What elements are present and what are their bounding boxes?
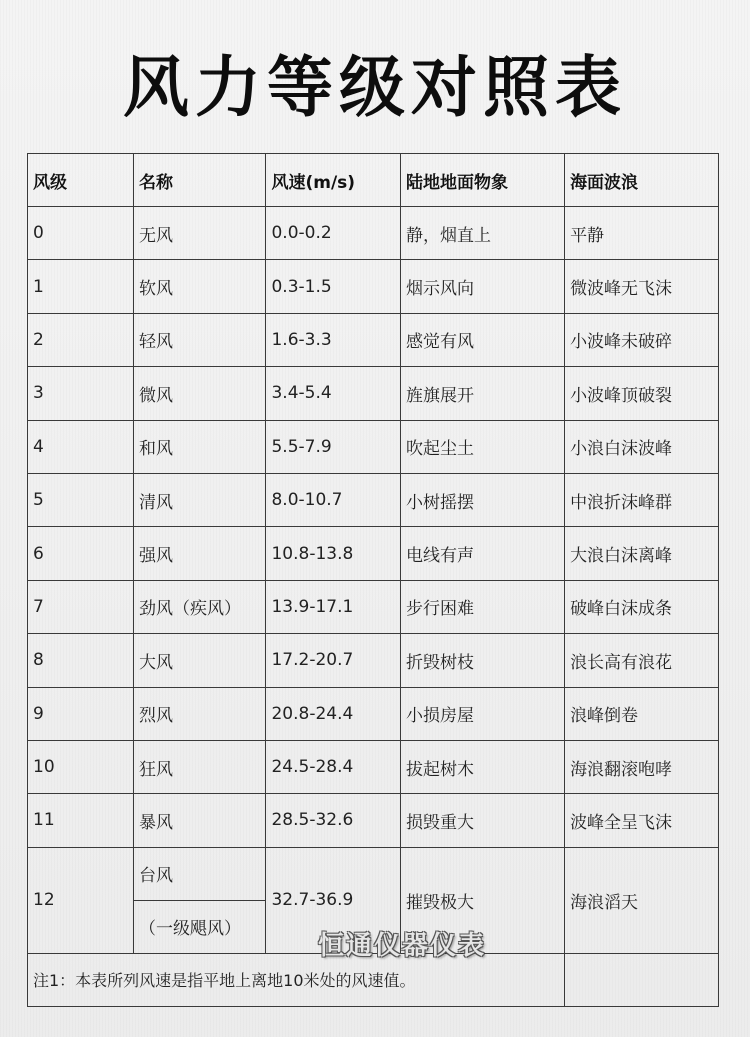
- cell-speed: 32.7-36.9: [266, 847, 401, 953]
- cell-land: 旌旗展开: [400, 367, 564, 420]
- cell-name: 狂风: [133, 740, 265, 793]
- cell-speed: 3.4-5.4: [266, 367, 401, 420]
- cell-level: 5: [28, 473, 134, 526]
- header-sea: 海面波浪: [565, 154, 719, 207]
- table-row: [28, 207, 719, 260]
- cell-land: 烟示风向: [400, 260, 564, 313]
- cell-level: 8: [28, 634, 134, 687]
- cell-level: 0: [28, 207, 134, 260]
- cell-sea: 海浪滔天: [565, 847, 719, 953]
- cell-sea: 浪长高有浪花: [565, 634, 719, 687]
- header-speed: 风速(m/s): [266, 154, 401, 207]
- cell-name: 微风: [133, 367, 265, 420]
- cell-sea: 微波峰无飞沫: [565, 260, 719, 313]
- header-land: 陆地地面物象: [400, 154, 564, 207]
- table-row: [28, 687, 719, 740]
- cell-level: 4: [28, 420, 134, 473]
- cell-sea: 波峰全呈飞沫: [565, 794, 719, 847]
- cell-land: 折毁树枝: [400, 634, 564, 687]
- cell-level: 12: [28, 847, 134, 953]
- cell-speed: 13.9-17.1: [266, 580, 401, 633]
- cell-sea: 海浪翻滚咆哮: [565, 740, 719, 793]
- cell-sea: 小波峰未破碎: [565, 313, 719, 366]
- header-level: 风级: [28, 154, 134, 207]
- header-name: 名称: [133, 154, 265, 207]
- cell-speed: 17.2-20.7: [266, 634, 401, 687]
- cell-level: 7: [28, 580, 134, 633]
- cell-name-hurricane: （一级飓风）: [133, 900, 265, 953]
- table-row: [28, 794, 719, 847]
- cell-land: 小树摇摆: [400, 473, 564, 526]
- cell-name: 强风: [133, 527, 265, 580]
- cell-speed: 0.3-1.5: [266, 260, 401, 313]
- cell-land: 感觉有风: [400, 313, 564, 366]
- cell-speed: 0.0-0.2: [266, 207, 401, 260]
- cell-name: 轻风: [133, 313, 265, 366]
- table-row: [28, 527, 719, 580]
- cell-level: 9: [28, 687, 134, 740]
- table-row: [28, 473, 719, 526]
- cell-speed: 10.8-13.8: [266, 527, 401, 580]
- cell-land: 电线有声: [400, 527, 564, 580]
- cell-level: 6: [28, 527, 134, 580]
- cell-level: 10: [28, 740, 134, 793]
- cell-level: 3: [28, 367, 134, 420]
- cell-speed: 24.5-28.4: [266, 740, 401, 793]
- table-note: 注1：本表所列风速是指平地上离地10米处的风速值。: [28, 953, 565, 1006]
- cell-name: 暴风: [133, 794, 265, 847]
- cell-level: 2: [28, 313, 134, 366]
- page-title: 风力等级对照表: [123, 49, 627, 126]
- cell-sea: 破峰白沫成条: [565, 580, 719, 633]
- table-row-typhoon: [28, 847, 719, 900]
- cell-name: 劲风（疾风）: [133, 580, 265, 633]
- cell-speed: 8.0-10.7: [266, 473, 401, 526]
- wind-scale-table: [27, 153, 719, 1007]
- cell-speed: 20.8-24.4: [266, 687, 401, 740]
- cell-land: 步行困难: [400, 580, 564, 633]
- table-row: [28, 260, 719, 313]
- table-row: [28, 740, 719, 793]
- cell-sea: 中浪折沫峰群: [565, 473, 719, 526]
- cell-name: 大风: [133, 634, 265, 687]
- cell-speed: 1.6-3.3: [266, 313, 401, 366]
- table-row: [28, 367, 719, 420]
- table-row: [28, 420, 719, 473]
- cell-land: 小损房屋: [400, 687, 564, 740]
- table-header-row: [28, 154, 719, 207]
- cell-land: 拔起树木: [400, 740, 564, 793]
- cell-speed: 28.5-32.6: [266, 794, 401, 847]
- cell-sea: 小浪白沫波峰: [565, 420, 719, 473]
- cell-land: 损毁重大: [400, 794, 564, 847]
- cell-sea: 小波峰顶破裂: [565, 367, 719, 420]
- cell-name-typhoon: 台风: [133, 847, 265, 900]
- cell-sea: 大浪白沫离峰: [565, 527, 719, 580]
- note-empty-cell: [565, 953, 719, 1006]
- cell-sea: 浪峰倒卷: [565, 687, 719, 740]
- cell-name: 烈风: [133, 687, 265, 740]
- cell-speed: 5.5-7.9: [266, 420, 401, 473]
- table-row: [28, 634, 719, 687]
- cell-land: 吹起尘土: [400, 420, 564, 473]
- cell-name: 和风: [133, 420, 265, 473]
- cell-name: 清风: [133, 473, 265, 526]
- cell-land: 静，烟直上: [400, 207, 564, 260]
- table-row: [28, 580, 719, 633]
- table-row: [28, 313, 719, 366]
- cell-land: 摧毁极大: [400, 847, 564, 953]
- cell-sea: 平静: [565, 207, 719, 260]
- cell-level: 11: [28, 794, 134, 847]
- cell-name: 软风: [133, 260, 265, 313]
- watermark-text: 恒通仪器仪表: [318, 931, 487, 961]
- cell-level: 1: [28, 260, 134, 313]
- cell-name: 无风: [133, 207, 265, 260]
